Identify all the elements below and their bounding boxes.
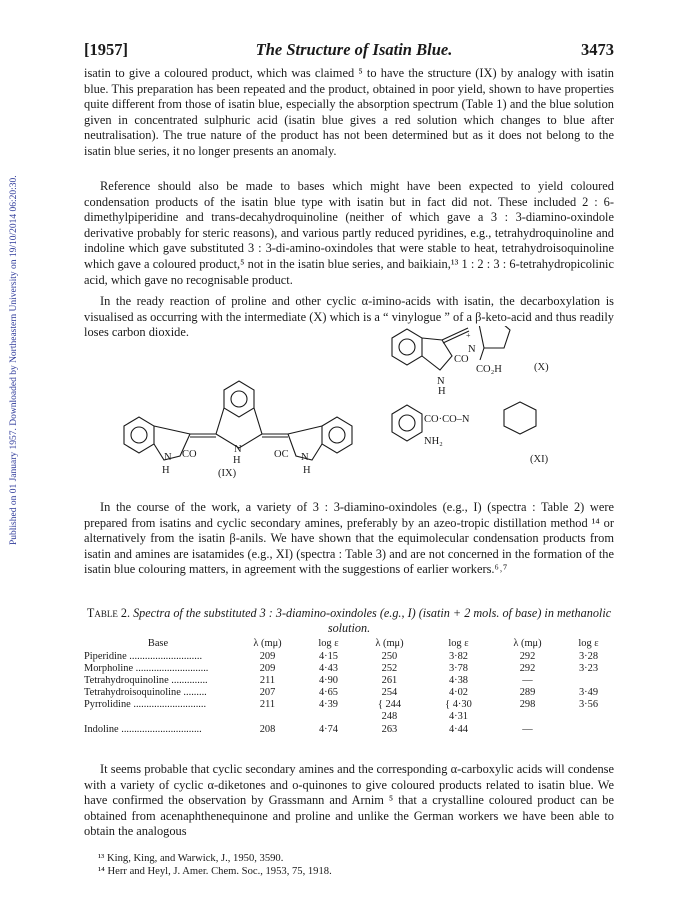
chemical-structures-figure xyxy=(84,326,614,490)
table-caption xyxy=(84,606,614,636)
footnote-13: ¹³ King, King, and Warwick, J., 1950, 3590. xyxy=(98,853,284,864)
table-cell: Indoline ............................... xyxy=(84,723,202,735)
table-cell: 292 xyxy=(519,651,536,662)
table-cell: 208 xyxy=(259,723,276,735)
paragraph-2: Reference should also be made to bases which might have been expected to yield coloured condensation products of the isatin blue type with isatin but in fact did not. These included 2 : 6-dimethylpiperidine and trans-decahydroquinoline (neither of which gave a 3 : 3-diamino-oxindole derivative probably for steric reasons), and various partly reduced pyridines, e.g., tetrahydroquinoline and indoline which gave substituted 3 : 3-di-amino-oxindoles that were stable to heat, tetrahydroisoquinoline which gave a coloured product,⁵ not in the isatin blue series, and baikiain,¹³ 1 : 2 : 3 : 6-tetrahydropicolinic acid, which gave no recognisable product. xyxy=(84,179,614,287)
table-cell: — xyxy=(522,723,533,735)
table-cell: 4·15 xyxy=(318,651,338,662)
table-cell: 209 xyxy=(259,663,276,675)
ix-central-aromatic-circle xyxy=(231,391,247,407)
xi-label: (XI) xyxy=(530,454,549,465)
table-cell: 254 xyxy=(381,687,398,699)
table-cell: 292 xyxy=(519,663,536,675)
spectra-table xyxy=(84,638,614,736)
x-acid: CO₂H xyxy=(476,364,502,375)
x-h: H xyxy=(438,386,446,397)
x-n-plus: N xyxy=(468,344,476,355)
table-cell: 250 xyxy=(381,651,398,662)
table-row xyxy=(84,687,614,699)
table-cell: 261 xyxy=(381,675,398,687)
table-header-row xyxy=(84,638,614,651)
table-cell: 4·39 xyxy=(318,699,338,711)
table-cell: 4·02 xyxy=(448,687,468,699)
x-label: (X) xyxy=(534,362,549,373)
header-log-2: log ε xyxy=(448,638,469,649)
footnote-14: ¹⁴ Herr and Heyl, J. Amer. Chem. Soc., 1953, 75, 1918. xyxy=(98,866,332,877)
header-log-3: log ε xyxy=(578,638,599,649)
x-n: N xyxy=(437,376,445,387)
ix-left-benzene-ring xyxy=(124,417,154,453)
table-cell: 4·74 xyxy=(318,723,338,735)
ix-central-pyrrole-ring xyxy=(216,408,262,448)
article-title: The Structure of Isatin Blue. xyxy=(255,40,453,59)
paragraph-3: In the ready reaction of proline and other cyclic α-imino-acids with isatin, the decarboxylation is visualised as occurring with the intermediate (X) which is a “ vinylogue ” of a β-keto-acid and thus readily loses carbon dioxide. xyxy=(84,294,614,340)
paragraph-4: In the course of the work, a variety of 3 : 3-diamino-oxindoles (e.g., I) (spectra : Table 2) were prepared from isatins and cyclic secondary amines, preferably by an azeo-tropic distillation method ¹⁴ or alternatively from the isatin β-anils. We have shown that the equimolecular condensation products from isatin and amines are isatamides (e.g., XI) (spectra : Table 3) and are not concerned in the formation of the isatin blue colouring matters, in agreement with the suggestions of earlier workers.⁶˒⁷ xyxy=(84,500,614,577)
table-cell: 4·38 xyxy=(448,675,468,687)
table-cell: { 4·30 xyxy=(445,699,472,711)
header-base: Base xyxy=(147,638,169,649)
header-lambda-2: λ (mμ) xyxy=(375,638,404,649)
table-cell: Tetrahydroquinoline .............. xyxy=(84,675,208,687)
table-cell: 4·43 xyxy=(318,663,338,675)
table-cell: 263 xyxy=(381,723,398,735)
journal-year: [1957] xyxy=(84,40,128,59)
ix-central-benzene-ring xyxy=(224,381,254,417)
table-cell: 211 xyxy=(259,675,276,687)
table-cell: 252 xyxy=(381,663,398,675)
page-number: 3473 xyxy=(581,40,614,59)
ix-mid-h: H xyxy=(233,455,241,466)
xi-piperidine-ring xyxy=(504,402,536,434)
publication-watermark: Published on 01 January 1957. Downloaded by Northeastern University on 19/10/2014 06:20:30. xyxy=(9,175,19,545)
table-cell: 209 xyxy=(259,651,276,662)
table-cell: 298 xyxy=(519,699,536,711)
x-benzene-ring xyxy=(392,329,422,365)
xi-benzene-ring xyxy=(392,405,422,441)
ix-right-n: N xyxy=(301,452,309,463)
table-cell xyxy=(232,711,303,723)
table-row xyxy=(84,675,614,687)
paragraph-1: isatin to give a coloured product, which was claimed ⁵ to have the structure (IX) by analogy with isatin blue. This preparation has been repeated and the product, obtained in poor yield, shown to have properties quite different from those of isatin blue, especially the absorption spectrum (Table 1) and the blue solution given in concentrated sulphuric acid (isatin blue gives a red solution which changes to blue after neutralisation). The true nature of the product has not been determined but as it does not belong to the isatin blue series, it no longer presents an anomaly. xyxy=(84,66,614,158)
table-cell: 3·78 xyxy=(448,663,468,675)
table-cell: 3·49 xyxy=(578,687,599,699)
table-cell: Tetrahydroisoquinoline ......... xyxy=(84,687,207,699)
table-cell: Morpholine ............................ xyxy=(84,663,209,675)
table-cell: Pyrrolidine ............................ xyxy=(84,699,207,711)
table-row xyxy=(84,724,614,736)
table-cell: 248 xyxy=(381,711,398,723)
table-caption-text: Spectra of the substituted 3 : 3-diamino-oxindoles (e.g., I) (isatin + 2 mols. of base) in methanolic solution. xyxy=(133,606,612,635)
ix-left-co: CO xyxy=(182,449,197,460)
table-label: Table 2. xyxy=(86,606,131,620)
ix-label: (IX) xyxy=(218,468,237,479)
table-cell: { 244 xyxy=(377,699,402,711)
xi-amine: NH₂ xyxy=(424,436,443,447)
xi-chain: CO·CO–N xyxy=(424,414,470,425)
table-row xyxy=(84,663,614,675)
table-cell: 3·28 xyxy=(578,651,599,662)
table-cell xyxy=(563,711,614,723)
paragraph-5: It seems probable that cyclic secondary amines and the corresponding α-carboxylic acids will condense with a variety of cyclic α-diketones and o-quinones to give coloured products related to isatin blue. We have confirmed the observation by Grassmann and Arnim ⁵ that a crystalline coloured product can be obtained from acenaphthenequinone and proline and unlike the German workers we have been able to obtain the analogous xyxy=(84,762,614,839)
table-cell: 3·56 xyxy=(578,699,599,711)
table-cell xyxy=(563,724,614,736)
table-cell xyxy=(303,711,354,723)
running-head xyxy=(84,40,614,60)
x-plus-charge: + xyxy=(466,331,471,340)
table-cell: 4·65 xyxy=(318,687,338,699)
ix-left-h: H xyxy=(162,465,170,476)
table-cell xyxy=(563,675,614,687)
x-co: CO xyxy=(454,354,469,365)
header-lambda-3: λ (mμ) xyxy=(513,638,542,649)
header-log-1: log ε xyxy=(318,638,339,649)
table-cell: 3·23 xyxy=(578,663,599,675)
table-cell: 289 xyxy=(519,687,536,699)
table-row xyxy=(84,651,614,663)
table-cell xyxy=(84,711,232,723)
ix-left-n: N xyxy=(164,452,172,463)
table-row xyxy=(84,711,614,723)
ix-right-benzene-ring xyxy=(322,417,352,453)
table-cell: 4·90 xyxy=(318,675,338,687)
x-pyrrolidine-ring xyxy=(479,326,510,348)
table-cell: 4·44 xyxy=(448,723,468,735)
table-row xyxy=(84,699,614,711)
table-cell: 3·82 xyxy=(448,651,468,662)
table-cell: 207 xyxy=(259,687,276,699)
ix-right-oc: OC xyxy=(274,449,289,460)
table-cell xyxy=(492,711,563,723)
header-lambda-1: λ (mμ) xyxy=(253,638,282,649)
table-cell: Piperidine ............................ xyxy=(84,651,203,662)
table-cell: 211 xyxy=(259,699,276,711)
ix-right-h: H xyxy=(303,465,311,476)
ix-mid-n: N xyxy=(234,444,242,455)
footnotes xyxy=(98,852,598,878)
table-cell: — xyxy=(522,675,533,687)
table-cell: 4·31 xyxy=(448,711,468,723)
